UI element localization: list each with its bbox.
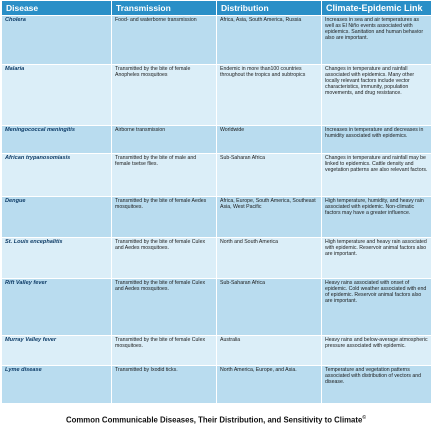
header-disease: Disease (2, 1, 112, 16)
disease-cell: Murray Valley fever (2, 336, 112, 366)
disease-cell: African trypanosomiasis (2, 154, 112, 197)
transmission-cell: Food- and waterborne transmission (112, 16, 217, 65)
transmission-cell: Airborne transmission (112, 126, 217, 154)
climate-link-cell: Increases in sea and air temperatures as well as El Niño events associated with epidemics. Sanitation and human behavior also are important. (322, 16, 432, 65)
table-row (2, 65, 432, 126)
header-transmission: Transmission (112, 1, 217, 16)
distribution-cell: Sub-Saharan Africa (217, 279, 322, 336)
transmission-cell: Transmitted by the bite of male and female tsetse flies. (112, 154, 217, 197)
table-header-row (2, 1, 432, 16)
distribution-cell: North America, Europe, and Asia. (217, 366, 322, 404)
climate-link-cell: High temperature and heavy rain associated with epidemic. Reservoir animal factors also are important. (322, 238, 432, 279)
table-row (2, 366, 432, 404)
climate-link-cell: Increases in temperature and decreases in humidity associated with epidemics. (322, 126, 432, 154)
transmission-cell: Transmitted by the bite of female Anopheles mosquitoes (112, 65, 217, 126)
header-distribution: Distribution (217, 1, 322, 16)
distribution-cell: Australia (217, 336, 322, 366)
transmission-cell: Transmitted by the bite of female Aedes mosquitoes. (112, 197, 217, 238)
table-row (2, 238, 432, 279)
climate-link-cell: Changes in temperature and rainfall associated with epidemics. Many other locally relevant factors include vector characteristics, immunity, population movements, and drug resistance. (322, 65, 432, 126)
disease-cell: Lyme disease (2, 366, 112, 404)
table-row (2, 197, 432, 238)
distribution-cell: Africa, Asia, South America, Russia (217, 16, 322, 65)
climate-link-cell: Temperature and vegetation patterns associated with distribution of vectors and disease. (322, 366, 432, 404)
disease-cell: Meningococcal meningitis (2, 126, 112, 154)
table-row (2, 154, 432, 197)
distribution-cell: Sub-Saharan Africa (217, 154, 322, 197)
transmission-cell: Transmitted by Ixodid ticks. (112, 366, 217, 404)
table-row (2, 16, 432, 65)
caption-text: Common Communicable Diseases, Their Distribution, and Sensitivity to Climate (65, 415, 363, 425)
disease-cell: Dengue (2, 197, 112, 238)
transmission-cell: Transmitted by the bite of female Culex mosquitoes. (112, 336, 217, 366)
distribution-cell: Worldwide (217, 126, 322, 154)
disease-cell: Cholera (2, 16, 112, 65)
figure-caption (0, 415, 432, 425)
distribution-cell: North and South America (217, 238, 322, 279)
climate-link-cell: High temperature, humidity, and heavy rain associated with epidemic. Non-climatic factors may have a greater influence. (322, 197, 432, 238)
disease-climate-table (1, 0, 432, 404)
climate-link-cell: Heavy rains and below-average atmospheric pressure associated with epidemic. (322, 336, 432, 366)
distribution-cell: Endemic in more than100 countries throughout the tropics and subtropics (217, 65, 322, 126)
transmission-cell: Transmitted by the bite of female Culex and Aedes mosquitoes. (112, 279, 217, 336)
table-row (2, 336, 432, 366)
table-row (2, 126, 432, 154)
disease-cell: Malaria (2, 65, 112, 126)
climate-link-cell: Heavy rains associated with onset of epidemic. Cold weather associated with end of epidemic. Reservoir animal factors also are important. (322, 279, 432, 336)
table-row (2, 279, 432, 336)
climate-link-cell: Changes in temperature and rainfall may be linked to epidemics. Cattle density and vegetation patterns are also relevant factors. (322, 154, 432, 197)
disease-cell: Rift Valley fever (2, 279, 112, 336)
copyright-mark: © (362, 415, 367, 421)
transmission-cell: Transmitted by the bite of female Culex and Aedes mosquitoes. (112, 238, 217, 279)
distribution-cell: Africa, Europe, South America, Southeast Asia, West Pacific (217, 197, 322, 238)
header-climate-epidemic-link: Climate-Epidemic Link (322, 1, 432, 16)
disease-cell: St. Louis encephalitis (2, 238, 112, 279)
